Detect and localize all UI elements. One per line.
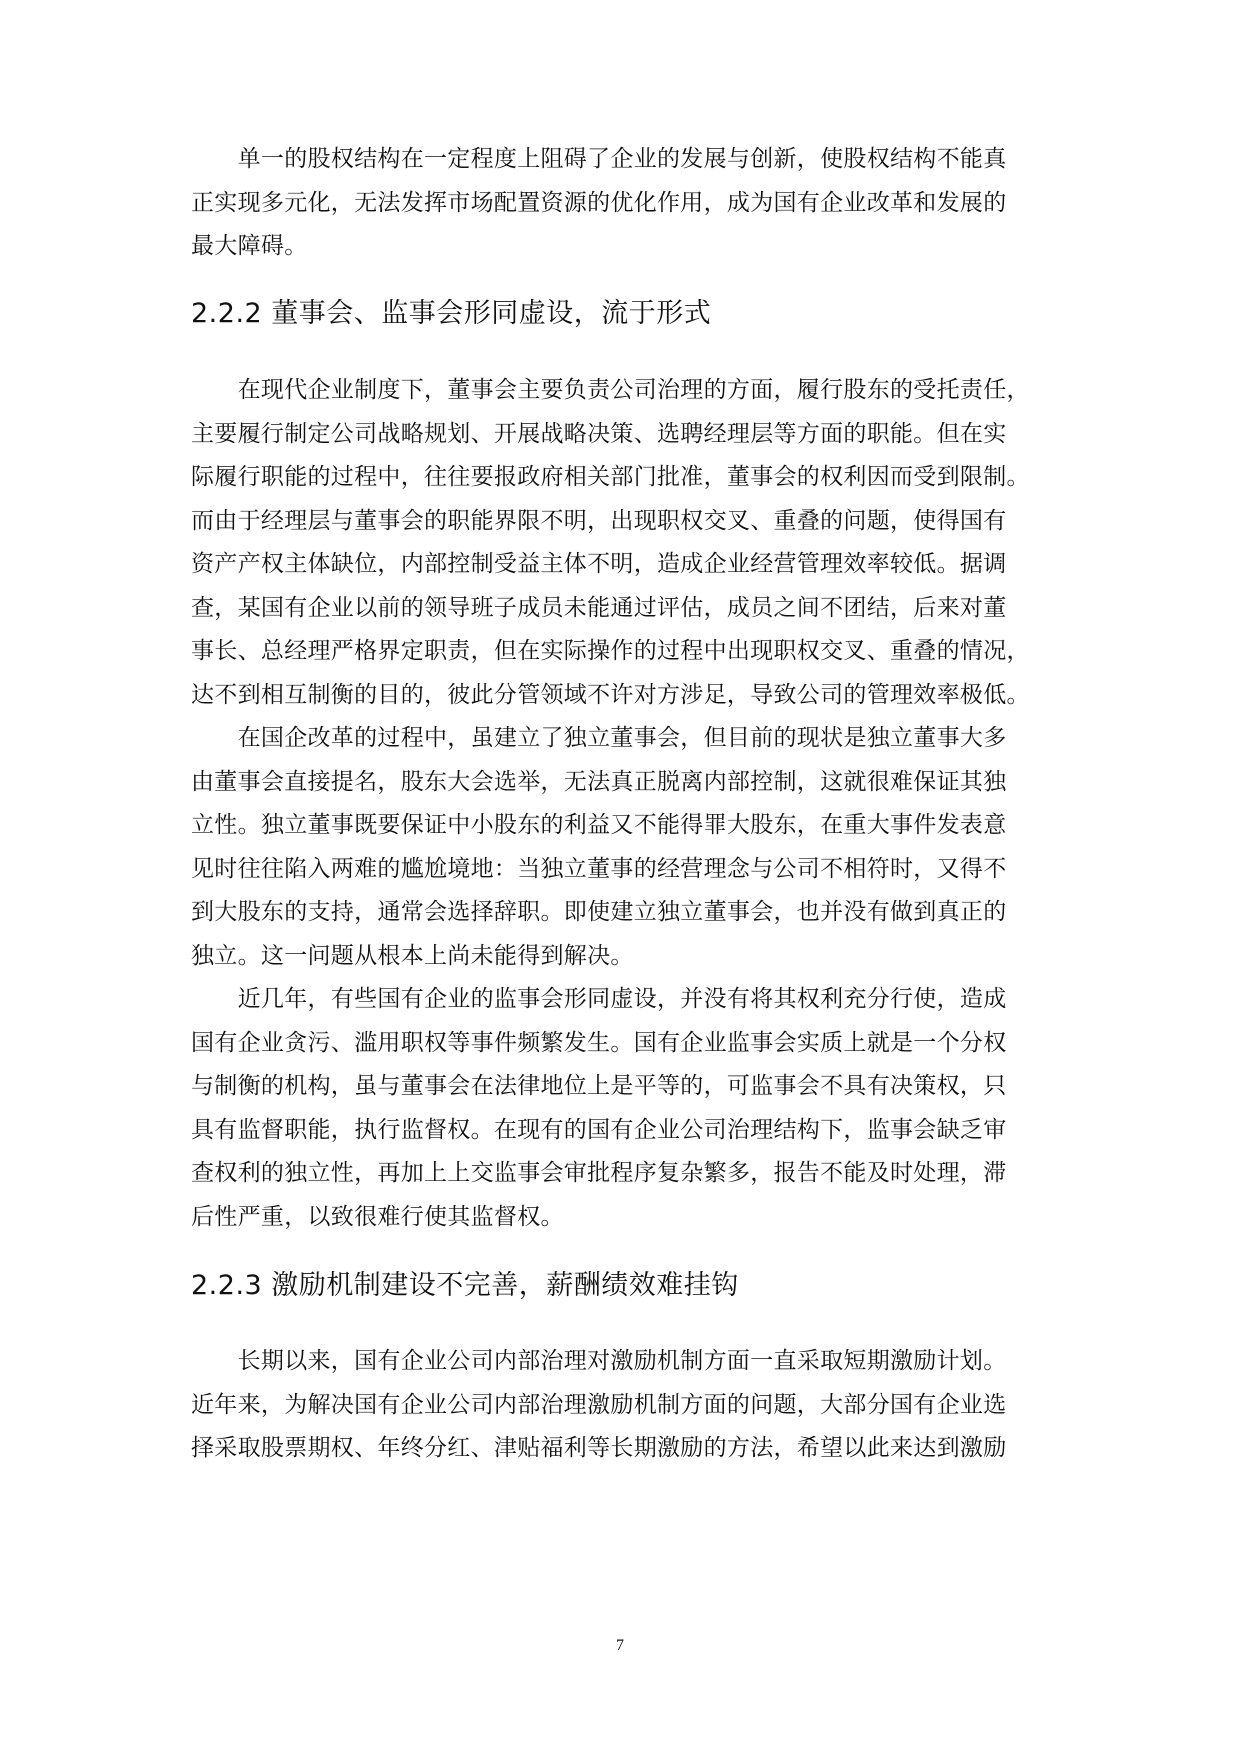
paragraph-line: 在国企改革的过程中，虽建立了独立董事会，但目前的现状是独立董事大多 xyxy=(191,725,1007,751)
paragraph-line: 单一的股权结构在一定程度上阻碍了企业的发展与创新，使股权结构不能真 xyxy=(191,146,1007,172)
paragraph-line: 资产产权主体缺位，内部控制受益主体不明，造成企业经营管理效率较低。据调 xyxy=(191,551,1007,577)
paragraph-line: 最大障碍。 xyxy=(191,233,308,259)
paragraph-line: 择采取股票期权、年终分红、津贴福利等长期激励的方法，希望以此来达到激励 xyxy=(191,1435,1007,1461)
paragraph-line: 主要履行制定公司战略规划、开展战略决策、选聘经理层等方面的职能。但在实 xyxy=(191,421,1007,447)
page-number: 7 xyxy=(616,1637,624,1654)
paragraph-line: 与制衡的机构，虽与董事会在法律地位上是平等的，可监事会不具有决策权，只 xyxy=(191,1073,1007,1099)
paragraph-line: 独立。这一问题从根本上尚未能得到解决。 xyxy=(191,943,634,969)
paragraph-line: 事长、总经理严格界定职责，但在实际操作的过程中出现职权交叉、重叠的情况， xyxy=(191,638,1030,664)
paragraph-line: 立性。独立董事既要保证中小股东的利益又不能得罪大股东，在重大事件发表意 xyxy=(191,812,1007,838)
paragraph-line: 近几年，有些国有企业的监事会形同虚设，并没有将其权利充分行使，造成 xyxy=(191,986,1007,1012)
paragraph-line: 正实现多元化，无法发挥市场配置资源的优化作用，成为国有企业改革和发展的 xyxy=(191,190,1007,216)
paragraph-line: 在现代企业制度下，董事会主要负责公司治理的方面，履行股东的受托责任， xyxy=(191,377,1030,403)
paragraph-line: 国有企业贪污、滥用职权等事件频繁发生。国有企业监事会实质上就是一个分权 xyxy=(191,1030,1007,1056)
paragraph-line: 具有监督职能，执行监督权。在现有的国有企业公司治理结构下，监事会缺乏审 xyxy=(191,1117,1007,1143)
paragraph-line: 长期以来，国有企业公司内部治理对激励机制方面一直采取短期激励计划。 xyxy=(191,1348,1007,1374)
section-heading-2-2-3: 2.2.3 激励机制建设不完善，薪酬绩效难挂钩 xyxy=(191,1270,739,1301)
paragraph-line: 到大股东的支持，通常会选择辞职。即使建立独立董事会，也并没有做到真正的 xyxy=(191,899,1007,925)
section-heading-2-2-2: 2.2.2 董事会、监事会形同虚设，流于形式 xyxy=(191,298,712,329)
paragraph-line: 查权利的独立性，再加上上交监事会审批程序复杂繁多，报告不能及时处理，滞 xyxy=(191,1160,1007,1186)
paragraph-line: 近年来，为解决国有企业公司内部治理激励机制方面的问题，大部分国有企业选 xyxy=(191,1392,1007,1418)
paragraph-line: 由董事会直接提名，股东大会选举，无法真正脱离内部控制，这就很难保证其独 xyxy=(191,769,1007,795)
paragraph-line: 查，某国有企业以前的领导班子成员未能通过评估，成员之间不团结，后来对董 xyxy=(191,595,1007,621)
paragraph-line: 际履行职能的过程中，往往要报政府相关部门批准，董事会的权利因而受到限制。 xyxy=(191,464,1030,490)
paragraph-line: 达不到相互制衡的目的，彼此分管领域不许对方涉足，导致公司的管理效率极低。 xyxy=(191,682,1030,708)
paragraph-line: 而由于经理层与董事会的职能界限不明，出现职权交叉、重叠的问题，使得国有 xyxy=(191,508,1007,534)
paragraph-line: 见时往往陷入两难的尴尬境地：当独立董事的经营理念与公司不相符时，又得不 xyxy=(191,856,1007,882)
paragraph-line: 后性严重，以致很难行使其监督权。 xyxy=(191,1204,564,1230)
